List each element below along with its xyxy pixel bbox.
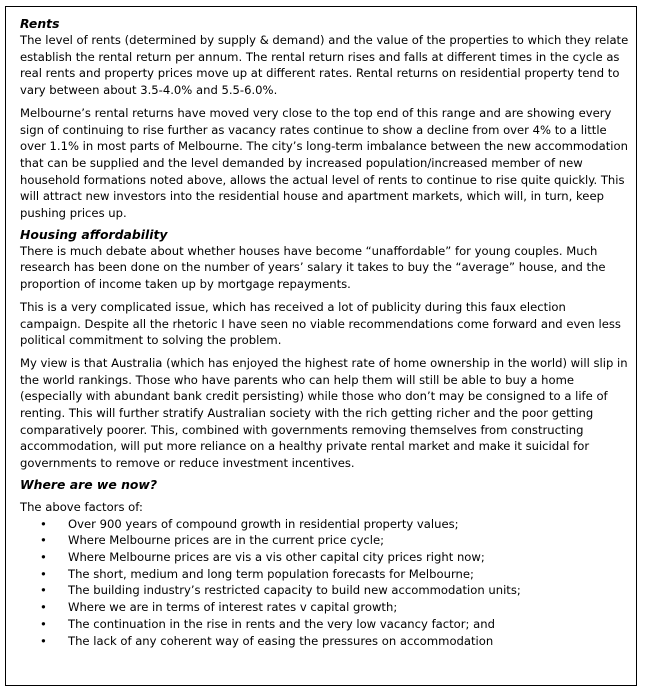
heading-where-are-we-now: Where are we now? bbox=[20, 476, 158, 492]
document-frame bbox=[5, 6, 637, 686]
heading-housing-affordability: Housing affordability bbox=[20, 226, 168, 242]
list-intro: The above factors of: bbox=[20, 499, 143, 514]
list-item: • The lack of any coherent way of easing the pressures on accommodation bbox=[20, 633, 630, 650]
heading-rents: Rents bbox=[20, 16, 60, 31]
factors-list bbox=[20, 516, 630, 650]
list-item: • Over 900 years of compound growth in residential property values; bbox=[20, 516, 630, 533]
list-item: • The building industry’s restricted capacity to build new accommodation units; bbox=[20, 582, 630, 599]
paragraph: This is a very complicated issue, which has received a lot of publicity during this faux election campaign. Despite all the rhetoric I have seen no viable recommendations come forward and even less political commitment to solving the problem. bbox=[20, 299, 621, 348]
paragraph: There is much debate about whether houses have become “unaffordable” for young couples. Much research has been done on the number of years’ salary it takes to buy the “average” house, and the proportion of income taken up by mortgage repayments. bbox=[20, 243, 606, 292]
list-item: • The continuation in the rise in rents and the very low vacancy factor; and bbox=[20, 616, 630, 633]
list-item: • Where Melbourne prices are vis a vis other capital city prices right now; bbox=[20, 549, 630, 566]
paragraph: My view is that Australia (which has enjoyed the highest rate of home ownership in the world) will slip in the world rankings. Those who have parents who can help them will still be able to buy a home (especially with abundant bank credit persisting) while those who don’t may be consigned to a life of renting. This will further stratify Australian society with the rich getting richer and the poor getting comparatively poorer. This, combined with governments removing themselves from constructing accommodation, will put more reliance on a healthy private rental market and make it suicidal for governments to remove or reduce investment incentives. bbox=[20, 355, 628, 471]
document-body bbox=[20, 15, 630, 649]
paragraph: Melbourne’s rental returns have moved very close to the top end of this range and are showing every sign of continuing to rise further as vacancy rates continue to show a decline from over 4% to a little over 1.1% in most parts of Melbourne. The city’s long-term imbalance between the new accommodation that can be supplied and the level demanded by increased population/increased member of new household formations noted above, allows the actual level of rents to continue to rise quite quickly. This will attract new investors into the residential house and apartment markets, which will, in turn, keep pushing prices up. bbox=[20, 105, 628, 221]
list-item: • The short, medium and long term population forecasts for Melbourne; bbox=[20, 566, 630, 583]
list-item: • Where Melbourne prices are in the current price cycle; bbox=[20, 532, 630, 549]
list-item: • Where we are in terms of interest rates v capital growth; bbox=[20, 599, 630, 616]
paragraph: The level of rents (determined by supply & demand) and the value of the properties to which they relate establish the rental return per annum. The rental return rises and falls at different times in the cycle as real rents and property prices move up at different rates. Rental returns on residential property tend to vary between about 3.5-4.0% and 5.5-6.0%. bbox=[20, 33, 629, 98]
